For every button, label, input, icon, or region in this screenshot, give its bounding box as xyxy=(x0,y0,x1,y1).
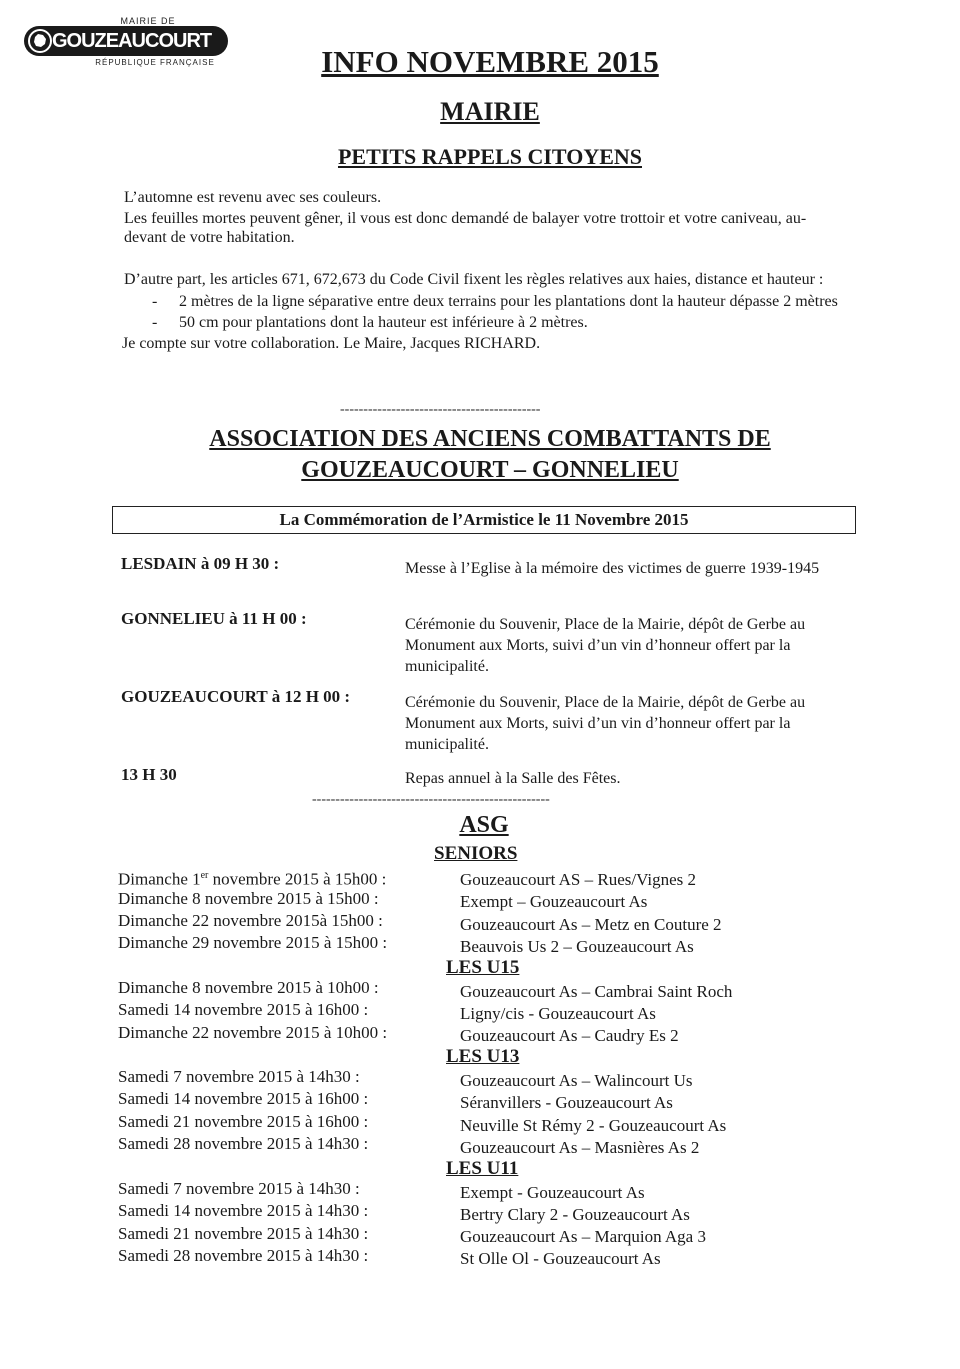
category-title-u15: LES U15 xyxy=(446,957,520,978)
category-title-seniors: SENIORS xyxy=(434,843,518,864)
schedule-time: GOUZEAUCOURT à 12 H 00 : xyxy=(121,687,351,706)
schedule-description: Cérémonie du Souvenir, Place de la Mairie, dépôt de Gerbe au Monument aux Morts, suivi d’un vin d’honneur offert par la municipalité. xyxy=(405,694,806,753)
separator: ------------------------------------------- xyxy=(340,402,541,417)
logo-top-text: MAIRIE DE xyxy=(120,16,176,26)
match-teams: Gouzeaucourt As – Metz en Couture 2 xyxy=(460,915,722,934)
match-teams: Beauvois Us 2 – Gouzeaucourt As xyxy=(460,937,694,956)
match-date: Samedi 21 novembre 2015 à 14h30 : xyxy=(118,1224,369,1243)
match-teams: Ligny/cis - Gouzeaucourt As xyxy=(460,1004,656,1023)
association-title-line-1: ASSOCIATION DES ANCIENS COMBATTANTS DE xyxy=(209,426,771,452)
match-teams: Gouzeaucourt As – Caudry Es 2 xyxy=(460,1026,679,1045)
mairie-line-2: Les feuilles mortes peuvent gêner, il vous est donc demandé de balayer votre trottoir et votre caniveau, au-devant de votre habitation. xyxy=(124,210,807,246)
match-date: Samedi 7 novembre 2015 à 14h30 : xyxy=(118,1067,360,1086)
match-date: Samedi 28 novembre 2015 à 14h30 : xyxy=(118,1246,369,1265)
match-date: Samedi 14 novembre 2015 à 14h30 : xyxy=(118,1201,369,1220)
asg-title: ASG xyxy=(459,812,509,838)
match-date: Samedi 21 novembre 2015 à 16h00 : xyxy=(118,1112,369,1131)
match-date: Dimanche 8 novembre 2015 à 15h00 : xyxy=(118,889,379,908)
schedule-description: Cérémonie du Souvenir, Place de la Mairie, dépôt de Gerbe au Monument aux Morts, suivi d’un vin d’honneur offert par la municipalité. xyxy=(405,616,806,675)
match-date: Samedi 28 novembre 2015 à 14h30 : xyxy=(118,1134,369,1153)
match-teams: Gouzeaucourt As – Marquion Aga 3 xyxy=(460,1227,706,1246)
subsection-title: PETITS RAPPELS CITOYENS xyxy=(337,144,642,169)
separator: --------------------------------------------------- xyxy=(312,792,550,807)
match-teams: Gouzeaucourt As – Cambrai Saint Roch xyxy=(460,982,733,1001)
schedule-description: Repas annuel à la Salle des Fêtes. xyxy=(405,770,621,787)
schedule-time: 13 H 30 xyxy=(121,765,177,784)
match-teams: Séranvillers - Gouzeaucourt As xyxy=(460,1093,673,1112)
category-title-u13: LES U13 xyxy=(446,1046,520,1067)
hedge-rules-list xyxy=(122,292,844,332)
association-title-line-2: GOUZEAUCOURT – GONNELIEU xyxy=(301,457,679,483)
match-teams: Exempt – Gouzeaucourt As xyxy=(460,892,648,911)
match-date: Samedi 14 novembre 2015 à 16h00 : xyxy=(118,1089,369,1108)
mairie-paragraph-2 xyxy=(124,270,844,353)
match-date: Dimanche 22 novembre 2015 à 10h00 : xyxy=(118,1023,388,1042)
mairie-closing: Je compte sur votre collaboration. Le Maire, Jacques RICHARD. xyxy=(122,335,541,352)
list-item: - 2 mètres de la ligne séparative entre deux terrains pour les plantations dont la hauteur dépasse 2 mètres xyxy=(122,292,844,311)
list-item: - 50 cm pour plantations dont la hauteur est inférieure à 2 mètres. xyxy=(122,313,844,332)
match-teams: Bertry Clary 2 - Gouzeaucourt As xyxy=(460,1205,690,1224)
match-date: Samedi 14 novembre 2015 à 16h00 : xyxy=(118,1000,369,1019)
mairie-line-1: L’automne est revenu avec ses couleurs. xyxy=(124,189,382,206)
schedule-time: GONNELIEU à 11 H 00 : xyxy=(121,609,307,628)
match-date: Dimanche 8 novembre 2015 à 10h00 : xyxy=(118,978,379,997)
match-date: Dimanche 1er novembre 2015 à 15h00 : xyxy=(118,869,387,889)
schedule-description: Messe à l’Eglise à la mémoire des victimes de guerre 1939-1945 xyxy=(405,560,820,577)
match-date: Dimanche 29 novembre 2015 à 15h00 : xyxy=(118,933,388,952)
match-date: Samedi 7 novembre 2015 à 14h30 : xyxy=(118,1179,360,1198)
mairie-paragraph-1 xyxy=(124,188,844,247)
schedule-time: LESDAIN à 09 H 30 : xyxy=(121,554,280,573)
match-teams: Neuville St Rémy 2 - Gouzeaucourt As xyxy=(460,1116,727,1135)
mairie-articles-text: D’autre part, les articles 671, 672,673 du Code Civil fixent les règles relatives aux haies, distance et hauteur : xyxy=(124,271,824,288)
match-teams: Exempt - Gouzeaucourt As xyxy=(460,1183,645,1202)
section-title-mairie: MAIRIE xyxy=(440,97,540,126)
match-teams: Gouzeaucourt AS – Rues/Vignes 2 xyxy=(460,870,696,889)
match-teams: Gouzeaucourt As – Masnières As 2 xyxy=(460,1138,700,1157)
page-title: INFO NOVEMBRE 2015 xyxy=(321,44,659,79)
commemoration-title-box: La Commémoration de l’Armistice le 11 Novembre 2015 xyxy=(112,506,856,534)
logo-bottom-text: RÉPUBLIQUE FRANÇAISE xyxy=(95,58,215,67)
match-teams: St Olle Ol - Gouzeaucourt As xyxy=(460,1249,661,1268)
match-date: Dimanche 22 novembre 2015à 15h00 : xyxy=(118,911,383,930)
logo-name: GOUZEAUCOURT xyxy=(52,30,212,52)
category-title-u11: LES U11 xyxy=(446,1158,519,1179)
match-teams: Gouzeaucourt As – Walincourt Us xyxy=(460,1071,693,1090)
